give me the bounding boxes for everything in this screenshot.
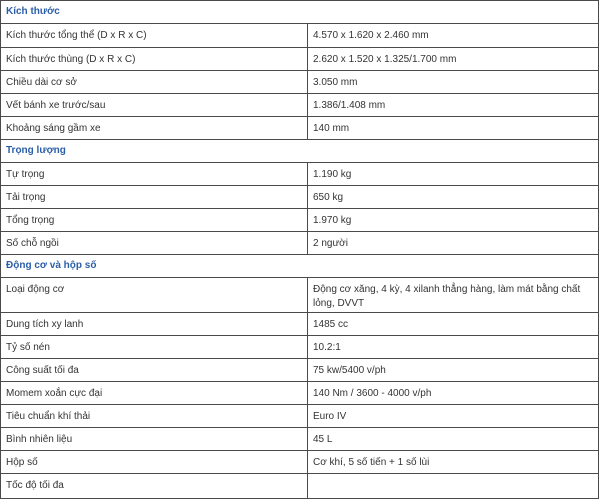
spec-value: 75 kw/5400 v/ph bbox=[308, 359, 599, 382]
spec-label: Loại động cơ bbox=[1, 278, 308, 313]
section-title: Trọng lượng bbox=[1, 140, 599, 163]
table-row bbox=[1, 313, 599, 336]
table-row bbox=[1, 336, 599, 359]
table-row bbox=[1, 232, 599, 255]
spec-value: 140 mm bbox=[308, 117, 599, 140]
spec-value: Động cơ xăng, 4 kỳ, 4 xilanh thẳng hàng, làm mát bằng chất lỏng, DVVT bbox=[308, 278, 599, 313]
spec-label: Kích thước tổng thể (D x R x C) bbox=[1, 24, 308, 48]
spec-label: Tự trọng bbox=[1, 163, 308, 186]
table-row bbox=[1, 48, 599, 71]
table-row bbox=[1, 405, 599, 428]
spec-value: 1.970 kg bbox=[308, 209, 599, 232]
spec-value: Euro IV bbox=[308, 405, 599, 428]
section-title: Kích thước bbox=[1, 1, 599, 24]
spec-value: 1.190 kg bbox=[308, 163, 599, 186]
table-row bbox=[1, 428, 599, 451]
spec-value: 140 Nm / 3600 - 4000 v/ph bbox=[308, 382, 599, 405]
spec-value: 1485 cc bbox=[308, 313, 599, 336]
table-row bbox=[1, 382, 599, 405]
spec-label: Vết bánh xe trước/sau bbox=[1, 94, 308, 117]
table-row bbox=[1, 359, 599, 382]
spec-label: Hộp số bbox=[1, 451, 308, 474]
spec-value: 45 L bbox=[308, 428, 599, 451]
spec-value bbox=[308, 474, 599, 499]
spec-label: Chiều dài cơ sở bbox=[1, 71, 308, 94]
spec-label: Tốc độ tối đa bbox=[1, 474, 308, 499]
table-row bbox=[1, 24, 599, 48]
section-header-row bbox=[1, 140, 599, 163]
section-title: Động cơ và hộp số bbox=[1, 255, 599, 278]
spec-label: Khoảng sáng gầm xe bbox=[1, 117, 308, 140]
table-row bbox=[1, 94, 599, 117]
spec-value: Cơ khí, 5 số tiến + 1 số lùi bbox=[308, 451, 599, 474]
spec-label: Tải trọng bbox=[1, 186, 308, 209]
spec-label: Dung tích xy lanh bbox=[1, 313, 308, 336]
table-row bbox=[1, 163, 599, 186]
table-row bbox=[1, 71, 599, 94]
spec-label: Tỷ số nén bbox=[1, 336, 308, 359]
spec-value: 2 người bbox=[308, 232, 599, 255]
spec-label: Tiêu chuẩn khí thải bbox=[1, 405, 308, 428]
section-header-row bbox=[1, 255, 599, 278]
spec-value: 650 kg bbox=[308, 186, 599, 209]
section-header-row bbox=[1, 1, 599, 24]
spec-value: 3.050 mm bbox=[308, 71, 599, 94]
spec-value: 1.386/1.408 mm bbox=[308, 94, 599, 117]
spec-value: 10.2:1 bbox=[308, 336, 599, 359]
table-row bbox=[1, 186, 599, 209]
table-row bbox=[1, 209, 599, 232]
spec-label: Kích thước thùng (D x R x C) bbox=[1, 48, 308, 71]
spec-label: Momem xoắn cực đại bbox=[1, 382, 308, 405]
table-row bbox=[1, 474, 599, 499]
spec-label: Tổng trọng bbox=[1, 209, 308, 232]
spec-value: 4.570 x 1.620 x 2.460 mm bbox=[308, 24, 599, 48]
spec-label: Bình nhiên liệu bbox=[1, 428, 308, 451]
spec-value: 2.620 x 1.520 x 1.325/1.700 mm bbox=[308, 48, 599, 71]
table-row bbox=[1, 451, 599, 474]
spec-label: Công suất tối đa bbox=[1, 359, 308, 382]
table-row bbox=[1, 278, 599, 313]
table-row bbox=[1, 117, 599, 140]
spec-label: Số chỗ ngồi bbox=[1, 232, 308, 255]
